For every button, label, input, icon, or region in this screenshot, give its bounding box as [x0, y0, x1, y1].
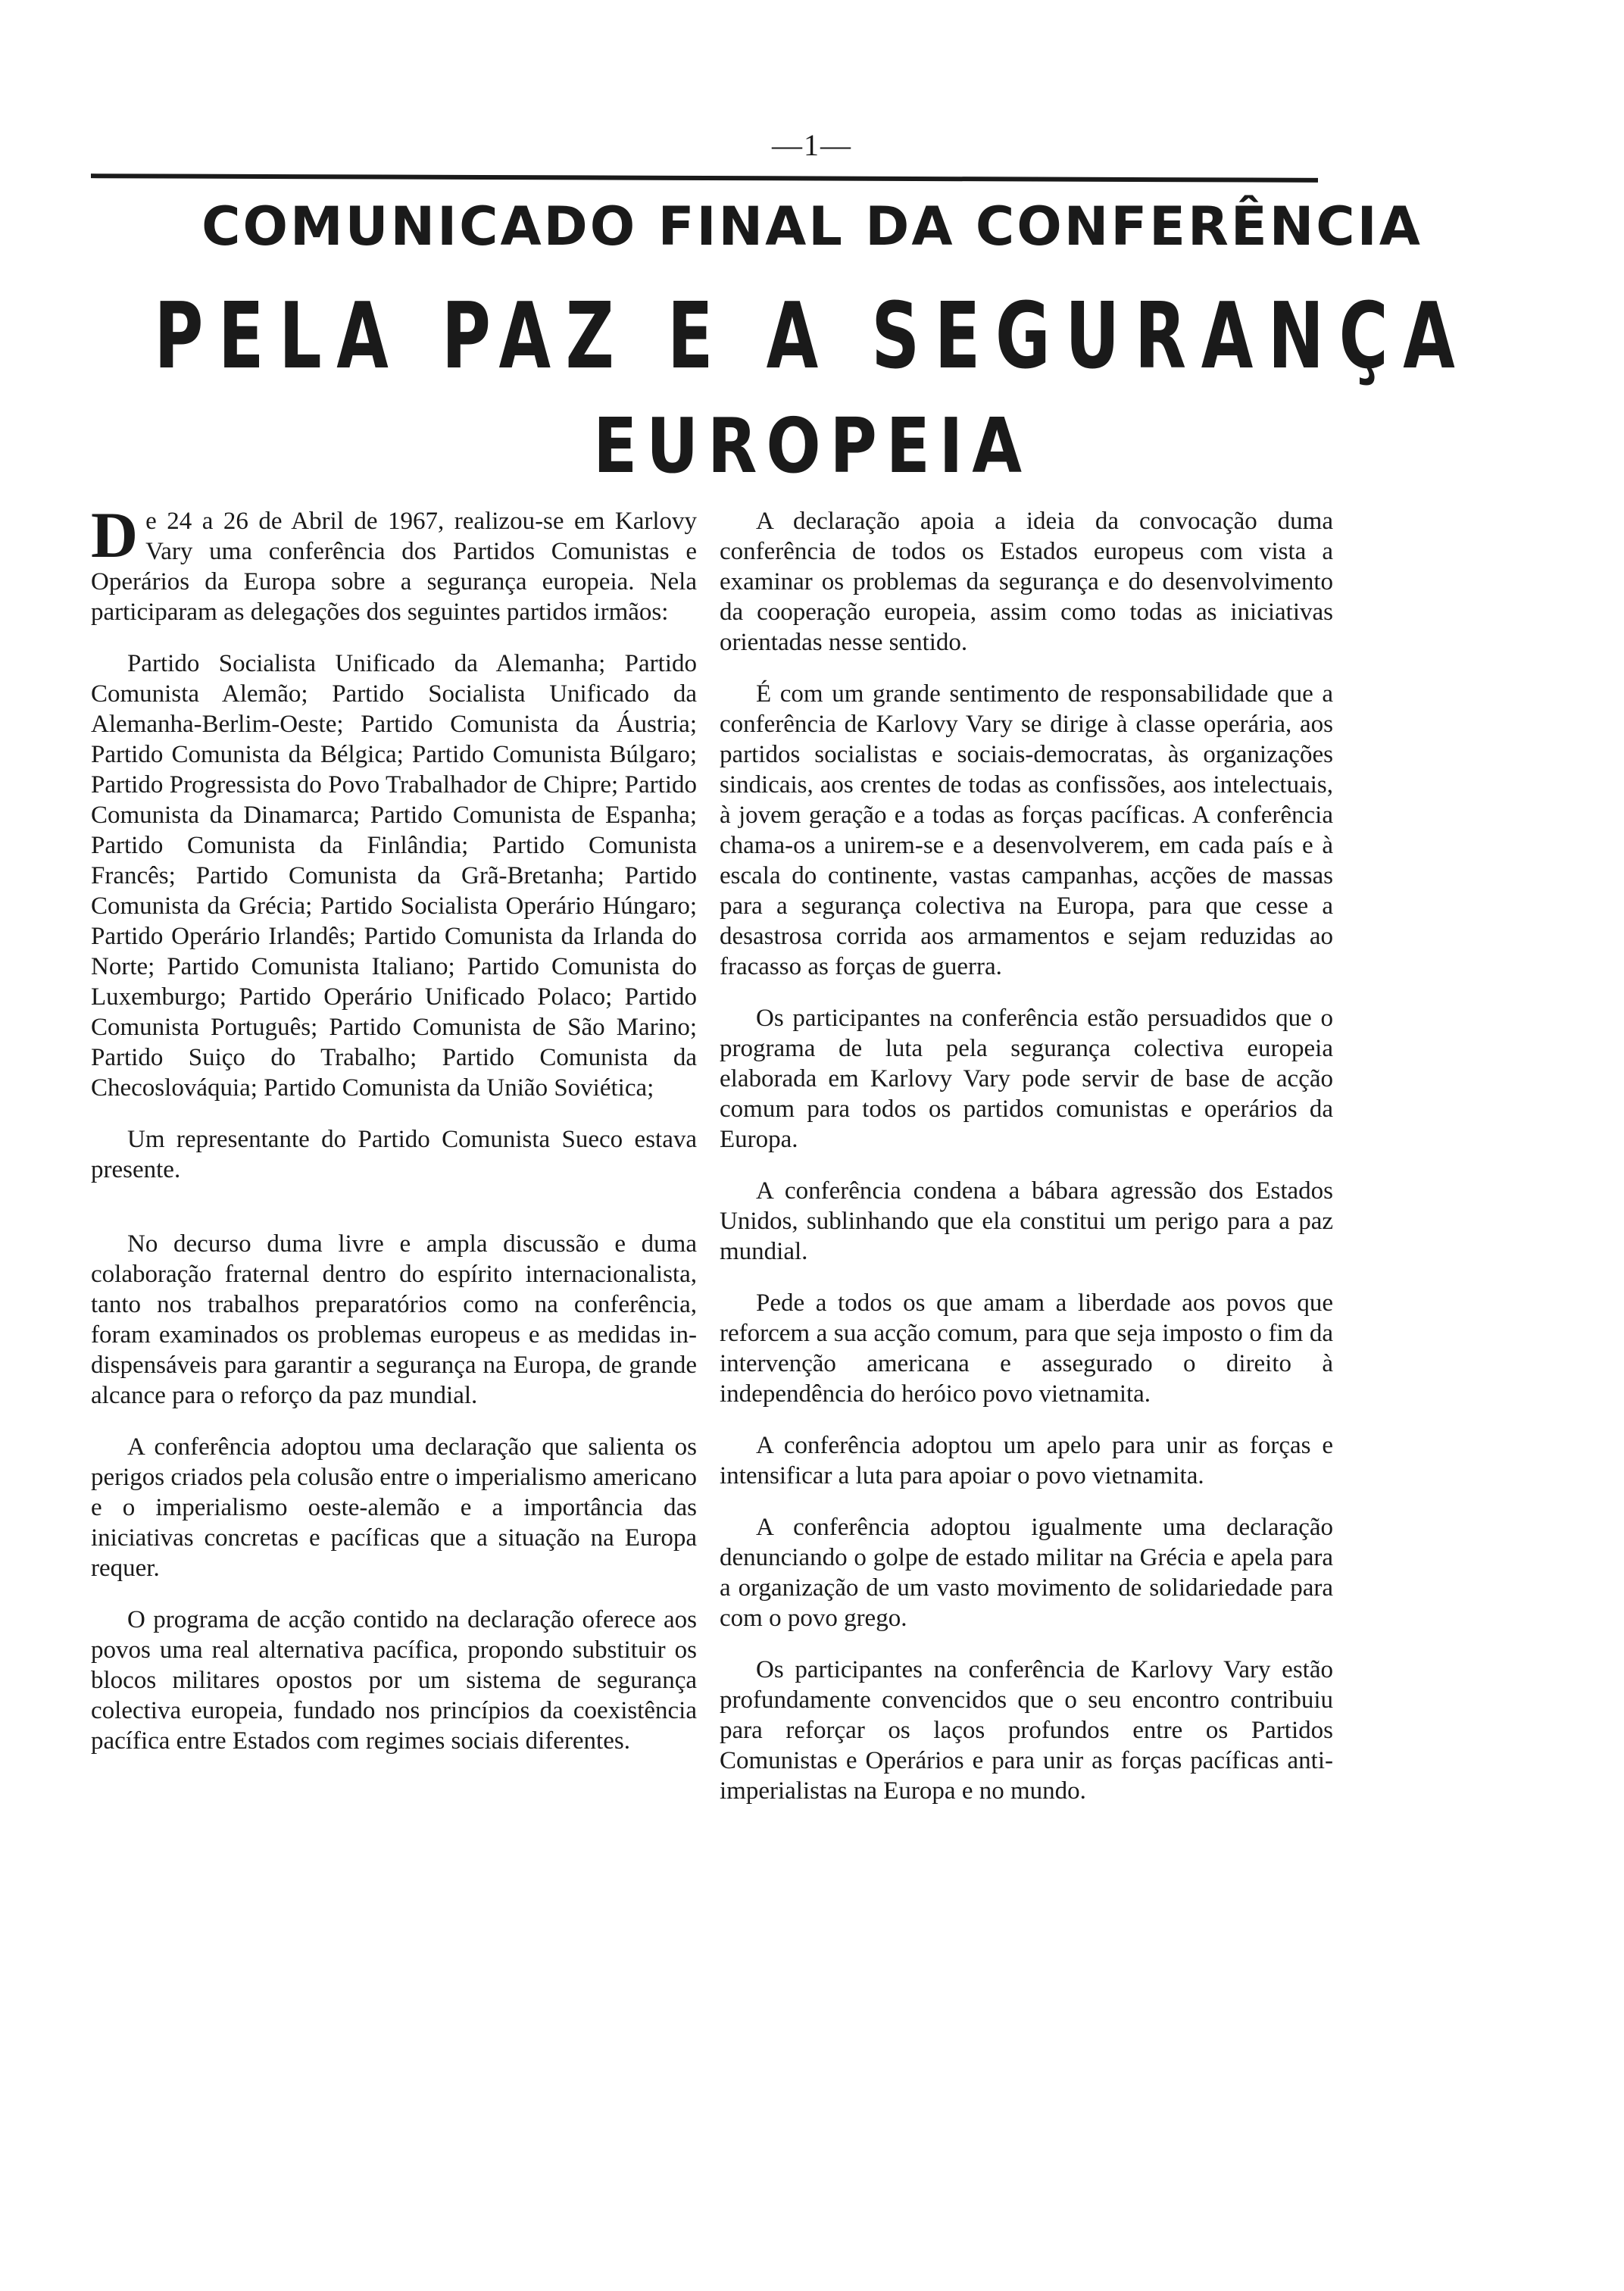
paragraph: A conferência adoptou uma declaração que salienta os perigos criados pela colusão entre o imperialismo americano e o imperialismo oeste-alemão e a importância das iniciativas concretas e pacíficas que a situação na Europa requer.: [91, 1433, 697, 1582]
paragraph: O programa de acção contido na declaração oferece aos povos uma real alternativa pacífica, propondo substituir os blocos militares opostos por um sistema de segurança colectiva europeia, fundado nos princípios da coexistência pacífica entre Estados com regimes sociais diferentes.: [91, 1606, 697, 1755]
paragraph: Pede a todos os que amam a liberdade aos povos que reforcem a sua acção comum, para que seja imposto o fim da intervenção americana e assegurado o direito à independência do heróico povo vietnamita.: [720, 1289, 1333, 1408]
title-line-2: PELA PAZ E A SEGURANÇA: [154, 284, 1470, 389]
paragraph: Um representante do Partido Comunista Sueco estava presente.: [91, 1126, 697, 1183]
title-line-1: COMUNICADO FINAL DA CONFERÊNCIA: [201, 195, 1423, 258]
title-line-3: EUROPEIA: [593, 402, 1031, 490]
page-number: —1—: [772, 128, 852, 162]
paragraph: Os participantes na conferência de Karlovy Vary estão profundamente convencidos que o seu encontro contribuiu para reforçar os laços profundos entre os Partidos Comunistas e Operários e para unir as forças pacíficas anti-imperialistas na Europa e no mundo.: [720, 1656, 1333, 1805]
paragraph: É com um grande sentimento de responsabilidade que a conferência de Karlovy Vary se dirige à classe operária, aos partidos socialistas e sociais-democratas, às organizações sindicais, aos crentes de todas as confissões, aos intelectuais, à jovem geração e a todas as forças pacíficas. A conferência chama-os a unirem-se e a desenvolverem, em cada país e à escala do continente, vastas campanhas, acções de massas para a segurança colectiva na Europa, para que cesse a desastrosa corrida aos armamentos e sejam reduzidas ao fracasso as forças de guerra.: [720, 680, 1333, 980]
party-list: Partido Socialista Unificado da Alemanha; Partido Comunista Alemão; Partido Socialista Unificado da Alemanha-Berlim-Oeste; Partido Comunista da Áustria; Partido Comunista da Bélgica; Partido Comunista Búlgaro; Partido Progressista do Povo Trabalhador de Chipre; Partido Comunista da Dinamarca; Partido Comunista de Espanha; Partido Comunista da Finlândia; Partido Comunista Francês; Partido Comunista da Grã-Bretanha; Partido Comunista da Grécia; Partido Socialista Operário Húngaro; Partido Operário Irlandês; Partido Comunista da Irlanda do Norte; Partido Comunista Italiano; Partido Comunista do Luxemburgo; Partido Operário Unificado Polaco; Partido Comunista Português; Partido Comunista de São Marino; Partido Suiço do Trabalho; Partido Comunista da Checoslováquia; Partido Comunista da União Soviética;: [91, 650, 697, 1102]
paragraph: [91, 499, 697, 627]
left-column: [91, 499, 697, 1777]
right-column: [720, 506, 1333, 1827]
paragraph: A conferência adoptou igualmente uma declaração denunciando o golpe de estado militar na Grécia e apela para a organização de um vasto movimento de solidariedade para com o povo grego.: [720, 1514, 1333, 1632]
paragraph: Os participantes na conferência estão persuadidos que o programa de luta pela segurança colectiva europeia elaborada em Karlovy Vary pode servir de base de acção comum para todos os partidos comunistas e operários da Europa.: [720, 1005, 1333, 1153]
paragraph: No decurso duma livre e ampla discussão e duma colaboração fraternal dentro do espírito internacionalista, tanto nos trabalhos preparatórios como na conferência, foram examinados os problemas europeus e as medidas indispensáveis para garantir a segurança na Europa, de grande alcance para o reforço da paz mundial.: [91, 1230, 697, 1409]
paragraph: A declaração apoia a ideia da convocação duma conferência de todos os Estados europeus com vista a examinar os problemas da segurança e do desenvolvimento da cooperação europeia, assim como todas as iniciativas orientadas nesse sentido.: [720, 508, 1333, 656]
paragraph: A conferência adoptou um apelo para unir as forças e intensificar a luta para apoiar o povo vietnamita.: [720, 1432, 1333, 1489]
header-rule: [91, 173, 1318, 183]
paragraph: A conferência condena a bábara agressão dos Estados Unidos, sublinhando que ela constitui um perigo para a paz mundial.: [720, 1177, 1333, 1265]
paragraph-text: e 24 a 26 de Abril de 1967, realizou-se em Karlovy Vary uma conferência dos Partidos Comunistas e Operários da Europa sobre a segurança europeia. Nela participaram as delegações dos seguintes partidos irmãos:: [91, 508, 697, 626]
drop-cap: D: [91, 499, 139, 571]
